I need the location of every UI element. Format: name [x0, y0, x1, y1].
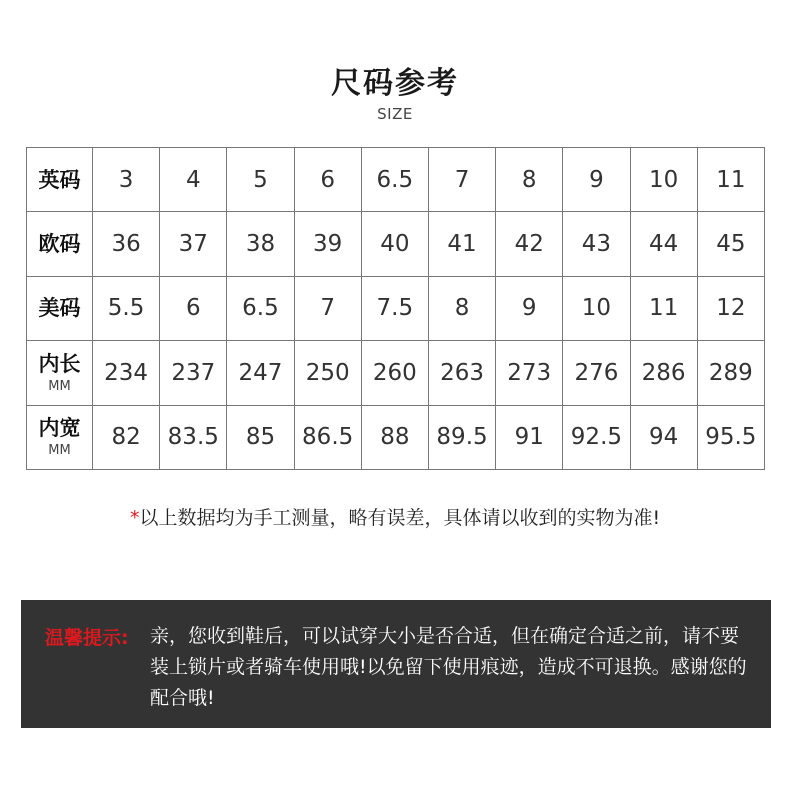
- table-cell: 8: [496, 148, 563, 212]
- table-row: [27, 148, 765, 212]
- table-cell: 10: [630, 148, 697, 212]
- row-header: [27, 405, 93, 469]
- row-header-label: 欧码: [38, 232, 81, 257]
- table-cell: 12: [697, 276, 764, 340]
- table-cell: 44: [630, 212, 697, 276]
- row-header-label: 美码: [38, 296, 81, 321]
- table-cell: 5: [227, 148, 294, 212]
- table-cell: 94: [630, 405, 697, 469]
- note-text: 以上数据均为手工测量，略有误差，具体请以收到的实物为准!: [139, 507, 661, 529]
- table-cell: 7: [294, 276, 361, 340]
- tip-box: [21, 600, 771, 728]
- table-cell: 260: [361, 341, 428, 405]
- table-cell: 289: [697, 341, 764, 405]
- table-cell: 7.5: [361, 276, 428, 340]
- table-cell: 40: [361, 212, 428, 276]
- table-cell: 9: [563, 148, 630, 212]
- table-cell: 6.5: [361, 148, 428, 212]
- table-cell: 42: [496, 212, 563, 276]
- table-row: [27, 341, 765, 405]
- row-header-label: 英码: [38, 167, 81, 192]
- row-header: [27, 341, 93, 405]
- table-cell: 276: [563, 341, 630, 405]
- table-cell: 234: [93, 341, 160, 405]
- table-cell: 11: [697, 148, 764, 212]
- table-cell: 82: [93, 405, 160, 469]
- tip-label: 温馨提示:: [45, 627, 129, 649]
- table-cell: 10: [563, 276, 630, 340]
- row-header: [27, 148, 93, 212]
- row-header-unit: MM: [48, 443, 71, 459]
- table-cell: 83.5: [160, 405, 227, 469]
- table-cell: 86.5: [294, 405, 361, 469]
- table-cell: 250: [294, 341, 361, 405]
- table-cell: 91: [496, 405, 563, 469]
- table-cell: 85: [227, 405, 294, 469]
- table-cell: 11: [630, 276, 697, 340]
- row-header: [27, 212, 93, 276]
- tip-text: 亲，您收到鞋后，可以试穿大小是否合适，但在确定合适之前，请不要装上锁片或者骑车使用哦!以免留下使用痕迹，造成不可退换。感谢您的配合哦!: [150, 625, 747, 709]
- table-cell: 4: [160, 148, 227, 212]
- row-header-unit: MM: [48, 378, 71, 394]
- table-cell: 95.5: [697, 405, 764, 469]
- row-header-label: 内宽: [38, 416, 81, 441]
- table-cell: 92.5: [563, 405, 630, 469]
- table-cell: 263: [428, 341, 495, 405]
- table-cell: 6: [160, 276, 227, 340]
- page-subtitle: SIZE: [377, 105, 413, 123]
- row-header-label: 内长: [38, 351, 81, 376]
- table-cell: 36: [93, 212, 160, 276]
- table-row: [27, 212, 765, 276]
- table-cell: 5.5: [93, 276, 160, 340]
- table-cell: 45: [697, 212, 764, 276]
- table-cell: 39: [294, 212, 361, 276]
- size-table: [26, 147, 765, 470]
- table-cell: 286: [630, 341, 697, 405]
- table-cell: 88: [361, 405, 428, 469]
- table-row: [27, 405, 765, 469]
- table-cell: 237: [160, 341, 227, 405]
- size-table-body: [27, 148, 765, 470]
- table-cell: 38: [227, 212, 294, 276]
- table-cell: 8: [428, 276, 495, 340]
- table-cell: 6: [294, 148, 361, 212]
- table-cell: 89.5: [428, 405, 495, 469]
- table-cell: 43: [563, 212, 630, 276]
- table-cell: 41: [428, 212, 495, 276]
- note-asterisk: *: [129, 507, 140, 529]
- table-cell: 7: [428, 148, 495, 212]
- table-cell: 6.5: [227, 276, 294, 340]
- table-cell: 273: [496, 341, 563, 405]
- page-title: 尺码参考: [331, 66, 459, 101]
- table-cell: 37: [160, 212, 227, 276]
- table-cell: 247: [227, 341, 294, 405]
- table-row: [27, 276, 765, 340]
- table-cell: 3: [93, 148, 160, 212]
- measurement-note: [0, 503, 790, 530]
- table-cell: 9: [496, 276, 563, 340]
- row-header: [27, 276, 93, 340]
